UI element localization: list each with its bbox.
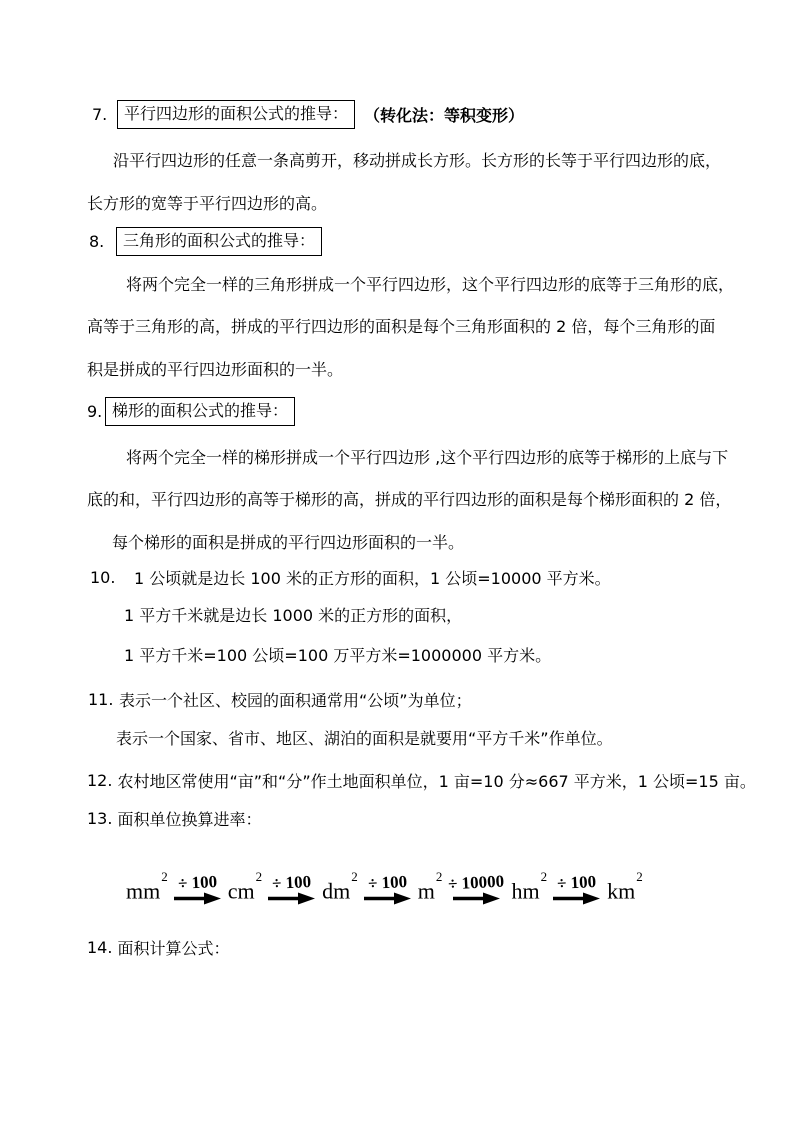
item-14-line	[87, 936, 229, 959]
right-arrow-icon	[268, 892, 315, 905]
item-7-number: 7.	[92, 105, 108, 124]
item-7-paragraph-line-2: 长方形的宽等于平行四边形的高。	[87, 194, 328, 213]
item-12-text: 农村地区常使用“亩”和“分”作土地面积单位，1 亩=10 分≈667 平方米，1 公顷=15 亩。	[117, 772, 756, 791]
unit-hm2: $hm^2$	[511, 868, 548, 903]
item-12-line	[87, 769, 756, 792]
item-8-heading	[89, 227, 322, 256]
right-arrow-icon	[174, 892, 221, 905]
item-12-number: 12.	[87, 771, 113, 790]
item-14-number: 14.	[87, 938, 113, 957]
right-arrow-icon	[553, 892, 600, 905]
conversion-step-5	[553, 871, 600, 905]
unit-km2: $km^2$	[607, 868, 643, 903]
item-11-line-1	[88, 688, 472, 711]
conversion-step-3	[364, 871, 411, 905]
divide-label: ÷ 100	[556, 871, 597, 894]
item-9-paragraph-line-1: 将两个完全一样的梯形拼成一个平行四边形 ,这个平行四边形的底等于梯形的上底与下	[126, 448, 729, 467]
item-7-title-note: （转化法：等积变形）	[364, 106, 525, 125]
item-10-line-3: 1 平方千米=100 公顷=100 万平方米=1000000 平方米。	[124, 646, 552, 665]
item-8-paragraph-line-3: 积是拼成的平行四边形面积的一半。	[87, 360, 344, 379]
item-9-number: 9.	[87, 402, 103, 421]
item-9-heading	[87, 397, 295, 426]
item-7-heading	[92, 100, 524, 129]
item-13-text: 面积单位换算进率：	[117, 810, 262, 829]
item-9-paragraph-line-3: 每个梯形的面积是拼成的平行四边形面积的一半。	[112, 533, 465, 552]
unit-cm2: $cm^2$	[227, 868, 263, 903]
item-8-paragraph-line-2: 高等于三角形的高，拼成的平行四边形的面积是每个三角形面积的 2 倍，每个三角形的面	[87, 317, 716, 336]
item-7-boxed-title: 平行四边形的面积公式的推导：	[117, 100, 355, 129]
right-arrow-icon	[453, 892, 500, 905]
item-13-number: 13.	[87, 809, 113, 828]
divide-label: ÷ 100	[367, 871, 408, 894]
item-14-text: 面积计算公式：	[117, 939, 230, 958]
item-10-line-1	[90, 566, 611, 589]
right-arrow-icon	[364, 892, 411, 905]
unit-dm2: $dm^2$	[322, 868, 358, 903]
conversion-step-1	[174, 871, 221, 905]
item-8-paragraph-line-1: 将两个完全一样的三角形拼成一个平行四边形，这个平行四边形的底等于三角形的底，	[126, 275, 735, 294]
item-8-number: 8.	[89, 232, 105, 251]
item-11-text-1: 表示一个社区、校园的面积通常用“公顷”为单位；	[119, 691, 472, 710]
item-10-text-1: 1 公顷就是边长 100 米的正方形的面积，1 公顷=10000 平方米。	[134, 569, 611, 588]
item-8-boxed-title: 三角形的面积公式的推导：	[116, 227, 322, 256]
unit-mm2: $mm^2$	[126, 868, 168, 903]
item-11-number: 11.	[88, 690, 114, 709]
item-10-line-2: 1 平方千米就是边长 1000 米的正方形的面积，	[124, 606, 463, 625]
conversion-step-2	[268, 871, 315, 905]
item-13-line	[87, 807, 261, 830]
conversion-step-4	[447, 871, 505, 905]
unit-conversion-diagram	[126, 849, 642, 905]
divide-label: ÷ 100	[177, 871, 218, 894]
item-9-paragraph-line-2: 底的和，平行四边形的高等于梯形的高，拼成的平行四边形的面积是每个梯形面积的 2 倍，	[87, 490, 732, 509]
item-10-number: 10.	[90, 568, 116, 587]
item-7-paragraph-line-1: 沿平行四边形的任意一条高剪开，移动拼成长方形。长方形的长等于平行四边形的底，	[113, 151, 722, 170]
divide-label: ÷ 10000	[447, 871, 505, 894]
item-9-boxed-title: 梯形的面积公式的推导：	[105, 397, 295, 426]
divide-label: ÷ 100	[271, 871, 312, 894]
item-11-line-2: 表示一个国家、省市、地区、湖泊的面积是就要用“平方千米”作单位。	[116, 729, 613, 748]
unit-m2: $m^2$	[417, 868, 443, 903]
